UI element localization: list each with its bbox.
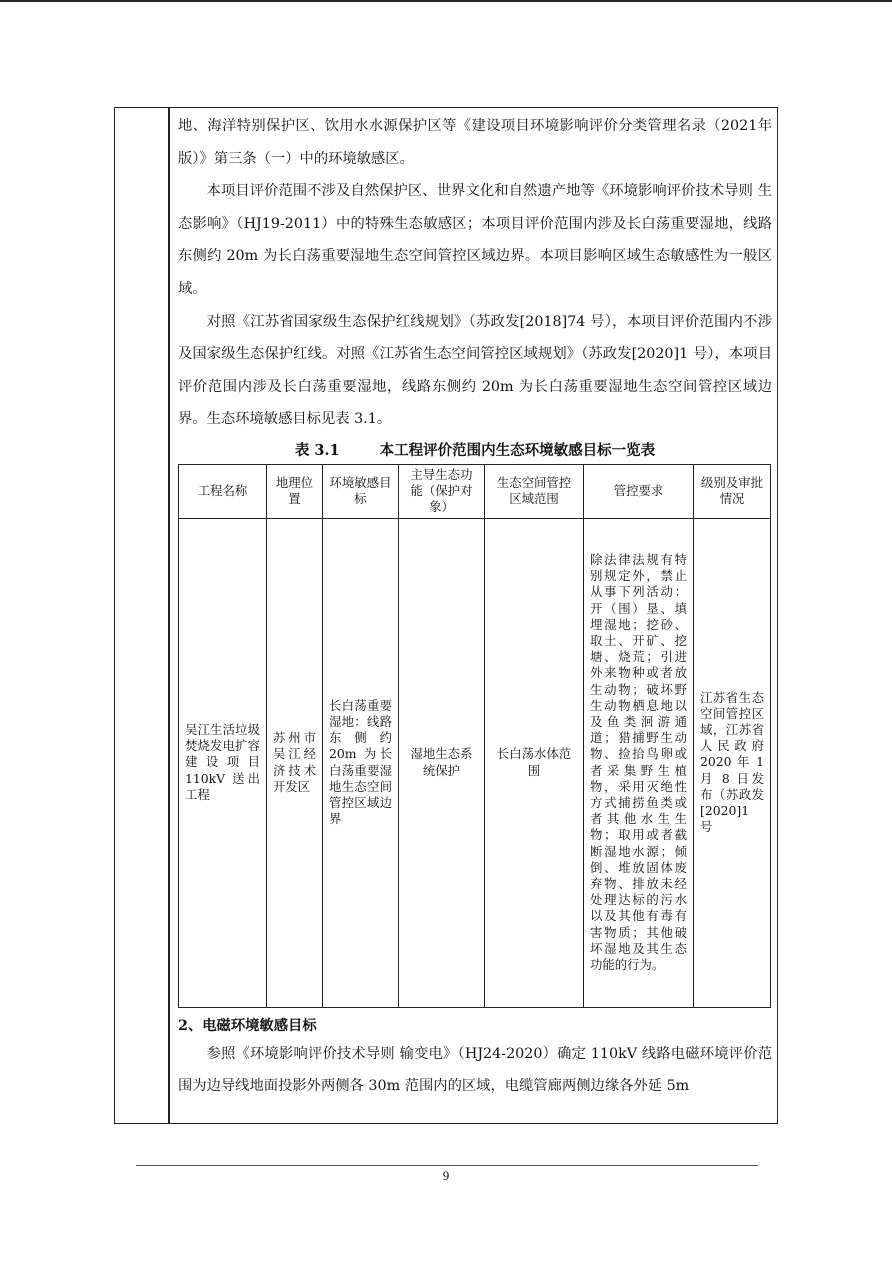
section-heading-em-targets: 2、电磁环境敏感目标 <box>178 1017 317 1034</box>
paragraph-sensitive-areas: 地、海洋特别保护区、饮用水水源保护区等《建设项目环境影响评价分类管理名录（2021年版）》第三条（一）中的环境敏感区。 <box>178 118 772 167</box>
cell-control-range: 长白荡水体范围 <box>485 518 584 1007</box>
table-header-row <box>179 464 771 518</box>
paragraph-em-assessment-range: 参照《环境影响评价技术导则 输变电》（HJ24-2020）确定 110kV 线路电磁环境评价范围为边导线地面投影外两侧各 30m 范围内的区域，电缆管廊两侧边缘各外延 5m <box>178 1045 772 1095</box>
cell-sensitive-target: 长白荡重要湿地：线路东侧约 20m 为长白荡重要湿地生态空间管控区域边界 <box>323 518 399 1007</box>
table-row <box>179 518 771 1007</box>
cell-control-requirements: 除法律法规有特别规定外，禁止从事下列活动：开（围）垦、填埋湿地；挖砂、取土、开矿、挖塘、烧荒；引进外来物种或者放生动物；破坏野生动物栖息地以及鱼类洄游通道；猎捕野生动物、捡拾鸟卵或者采集野生植物，采用灭绝性方式捕捞鱼类或者其他水生生物；取用或者截断湿地水源；倾倒、堆放固体废弃物、排放未经处理达标的污水以及其他有毒有害物质；其他破坏湿地及其生态功能的行为。 <box>584 518 694 1007</box>
eco-sensitive-targets-table <box>178 464 771 1008</box>
top-border-line <box>0 0 892 2</box>
paragraph-ecological-sensitivity: 本项目评价范围不涉及自然保护区、世界文化和自然遗产地等《环境影响评价技术导则 生态影响》（HJ19-2011）中的特殊生态敏感区；本项目评价范围内涉及长白荡重要湿地，线路东侧约 20m 为长白荡重要湿地生态空间管控区域边界。本项目影响区域生态敏感性为一般区域。 <box>178 183 772 297</box>
cell-project-name: 吴江生活垃圾焚烧发电扩容建设项目 110kV 送出工程 <box>179 518 267 1007</box>
page-number: 9 <box>442 1168 450 1183</box>
header-control-range: 生态空间管控区域范围 <box>485 464 584 518</box>
header-location: 地理位置 <box>267 464 323 518</box>
table-caption-title: 本工程评价范围内生态环境敏感目标一览表 <box>379 441 656 459</box>
paragraph-ecological-redline: 对照《江苏省国家级生态保护红线规划》（苏政发[2018]74 号），本项目评价范围内不涉及国家级生态保护红线。对照《江苏省生态空间管控区域规划》（苏政发[2020]1 号），本项目评价范围内涉及长白荡重要湿地，线路东侧约 20m 为长白荡重要湿地生态空间管控区域边界。生态环境敏感目标见表 3.1。 <box>178 313 772 428</box>
header-control-requirements: 管控要求 <box>584 464 694 518</box>
document-body <box>178 110 772 1103</box>
header-sensitive-target: 环境敏感目标 <box>323 464 399 518</box>
header-approval: 级别及审批情况 <box>694 464 771 518</box>
header-eco-function: 主导生态功能（保护对象） <box>399 464 485 518</box>
footer-rule <box>136 1165 758 1166</box>
frame-left-column-divider <box>168 107 170 1124</box>
table-caption <box>178 440 772 462</box>
cell-approval: 江苏省生态空间管控区域，江苏省人民政府 2020 年 1 月 8 日发布（苏政发[2020]1 号 <box>694 518 771 1007</box>
table-caption-number: 表 3.1 <box>294 441 340 459</box>
cell-location: 苏州市吴江经济技术开发区 <box>267 518 323 1007</box>
header-project-name: 工程名称 <box>179 464 267 518</box>
cell-eco-function: 湿地生态系统保护 <box>399 518 485 1007</box>
